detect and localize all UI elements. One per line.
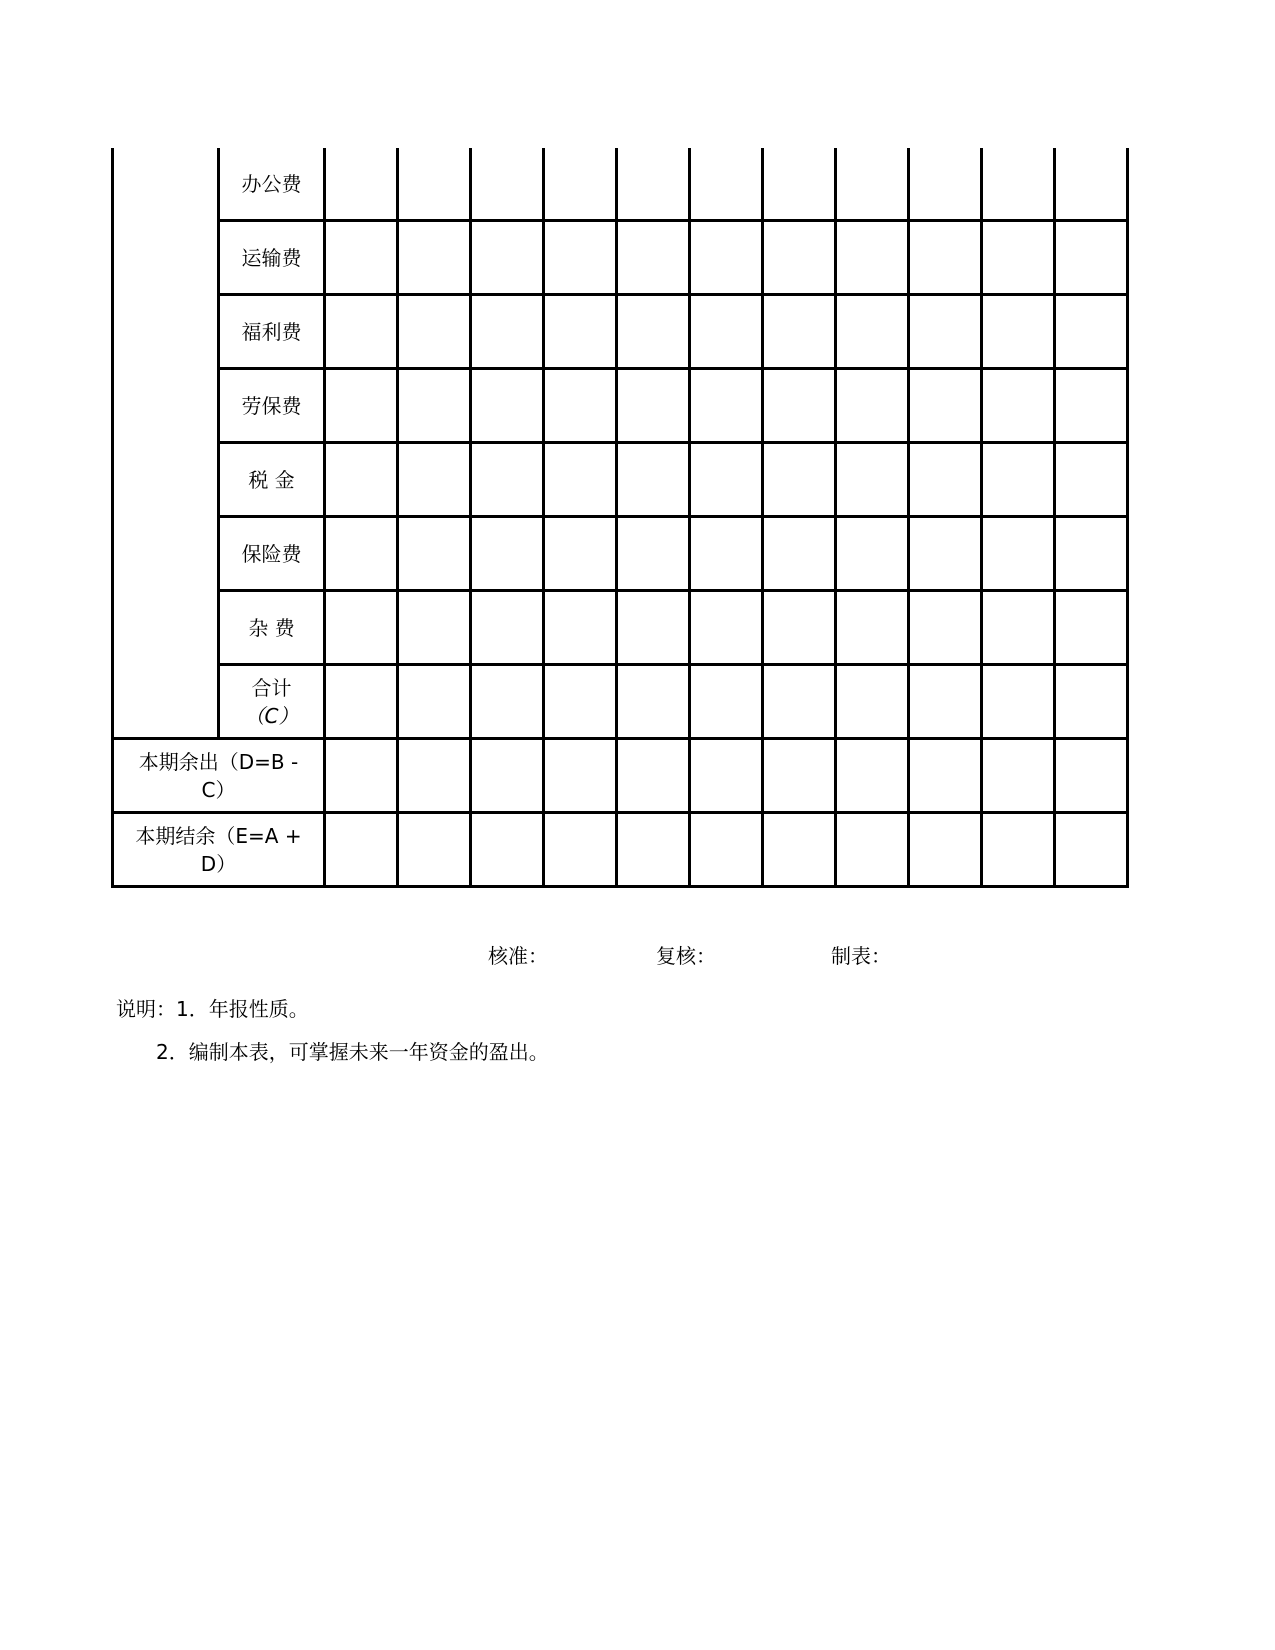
table-row (113, 591, 1128, 665)
expense-item-label: 税 金 (219, 443, 325, 517)
value-cell (471, 295, 544, 369)
table-row (113, 295, 1128, 369)
value-cell (690, 369, 763, 443)
value-cell (617, 148, 690, 221)
value-cell (836, 813, 909, 887)
value-cell (544, 369, 617, 443)
value-cell (982, 221, 1055, 295)
value-cell (836, 221, 909, 295)
value-cell (398, 517, 471, 591)
value-cell (544, 221, 617, 295)
value-cell (544, 665, 617, 739)
value-cell (544, 443, 617, 517)
value-cell (325, 221, 398, 295)
summary-row-label: 本期结余（E=A + D） (113, 813, 325, 887)
value-cell (763, 369, 836, 443)
value-cell (763, 221, 836, 295)
value-cell (398, 739, 471, 813)
table-row (113, 443, 1128, 517)
value-cell (617, 517, 690, 591)
value-cell (398, 221, 471, 295)
value-cell (836, 739, 909, 813)
value-cell (836, 665, 909, 739)
value-cell (982, 369, 1055, 443)
value-cell (836, 517, 909, 591)
value-cell (982, 591, 1055, 665)
review-label: 复核： (656, 944, 716, 968)
value-cell (398, 813, 471, 887)
value-cell (398, 443, 471, 517)
value-cell (763, 739, 836, 813)
value-cell (325, 591, 398, 665)
value-cell (909, 813, 982, 887)
value-cell (544, 591, 617, 665)
table-row (113, 739, 1128, 813)
value-cell (544, 739, 617, 813)
expense-item-label: 杂 费 (219, 591, 325, 665)
value-cell (1055, 813, 1128, 887)
value-cell (763, 813, 836, 887)
value-cell (1055, 591, 1128, 665)
value-cell (763, 591, 836, 665)
value-cell (690, 813, 763, 887)
expense-item-label: 办公费 (219, 148, 325, 221)
value-cell (544, 148, 617, 221)
value-cell (909, 295, 982, 369)
value-cell (617, 813, 690, 887)
value-cell (617, 591, 690, 665)
value-cell (909, 369, 982, 443)
expense-item-label: 劳保费 (219, 369, 325, 443)
value-cell (909, 517, 982, 591)
value-cell (544, 517, 617, 591)
value-cell (1055, 443, 1128, 517)
note-line-2: 2．编制本表，可掌握未来一年资金的盈出。 (156, 1040, 549, 1064)
value-cell (325, 369, 398, 443)
cash-budget-table (111, 148, 1129, 888)
value-cell (325, 665, 398, 739)
value-cell (398, 369, 471, 443)
value-cell (690, 221, 763, 295)
value-cell (909, 148, 982, 221)
value-cell (471, 517, 544, 591)
value-cell (836, 295, 909, 369)
table-row (113, 813, 1128, 887)
summary-row-label: 本期余出（D=B - C） (113, 739, 325, 813)
subtotal-line-1: 合计 (251, 675, 292, 700)
value-cell (836, 369, 909, 443)
value-cell (544, 295, 617, 369)
value-cell (909, 221, 982, 295)
expense-item-label: 福利费 (219, 295, 325, 369)
value-cell (690, 739, 763, 813)
value-cell (471, 739, 544, 813)
table-row (113, 517, 1128, 591)
value-cell (617, 221, 690, 295)
note-line-1: 说明：1．年报性质。 (116, 997, 309, 1021)
value-cell (982, 517, 1055, 591)
value-cell (325, 443, 398, 517)
value-cell (763, 665, 836, 739)
value-cell (398, 665, 471, 739)
value-cell (982, 739, 1055, 813)
value-cell (1055, 369, 1128, 443)
value-cell (471, 591, 544, 665)
value-cell (398, 591, 471, 665)
value-cell (763, 148, 836, 221)
value-cell (836, 148, 909, 221)
value-cell (909, 739, 982, 813)
value-cell (1055, 295, 1128, 369)
value-cell (909, 443, 982, 517)
table-row (113, 148, 1128, 221)
value-cell (471, 443, 544, 517)
value-cell (544, 813, 617, 887)
subtotal-label (219, 665, 325, 739)
value-cell (325, 813, 398, 887)
expense-item-label: 保险费 (219, 517, 325, 591)
table-row (113, 369, 1128, 443)
value-cell (1055, 221, 1128, 295)
subtotal-line-2: （C） (244, 703, 299, 728)
value-cell (471, 665, 544, 739)
value-cell (398, 295, 471, 369)
prepare-label: 制表： (831, 944, 891, 968)
category-cell (113, 148, 219, 739)
value-cell (617, 665, 690, 739)
value-cell (325, 739, 398, 813)
value-cell (1055, 148, 1128, 221)
expense-item-label: 运输费 (219, 221, 325, 295)
value-cell (909, 665, 982, 739)
value-cell (690, 148, 763, 221)
value-cell (617, 443, 690, 517)
value-cell (763, 443, 836, 517)
value-cell (909, 591, 982, 665)
value-cell (325, 148, 398, 221)
value-cell (836, 443, 909, 517)
value-cell (1055, 517, 1128, 591)
value-cell (471, 221, 544, 295)
value-cell (1055, 665, 1128, 739)
value-cell (982, 813, 1055, 887)
value-cell (617, 739, 690, 813)
value-cell (690, 665, 763, 739)
value-cell (763, 517, 836, 591)
value-cell (763, 295, 836, 369)
value-cell (398, 148, 471, 221)
value-cell (690, 295, 763, 369)
value-cell (982, 148, 1055, 221)
value-cell (471, 813, 544, 887)
approve-label: 核准： (488, 944, 548, 968)
value-cell (471, 369, 544, 443)
value-cell (982, 443, 1055, 517)
value-cell (325, 295, 398, 369)
value-cell (982, 665, 1055, 739)
value-cell (617, 295, 690, 369)
table-row (113, 221, 1128, 295)
table-row (113, 665, 1128, 739)
value-cell (836, 591, 909, 665)
value-cell (690, 591, 763, 665)
value-cell (471, 148, 544, 221)
value-cell (325, 517, 398, 591)
value-cell (1055, 739, 1128, 813)
value-cell (690, 443, 763, 517)
value-cell (690, 517, 763, 591)
value-cell (617, 369, 690, 443)
value-cell (982, 295, 1055, 369)
